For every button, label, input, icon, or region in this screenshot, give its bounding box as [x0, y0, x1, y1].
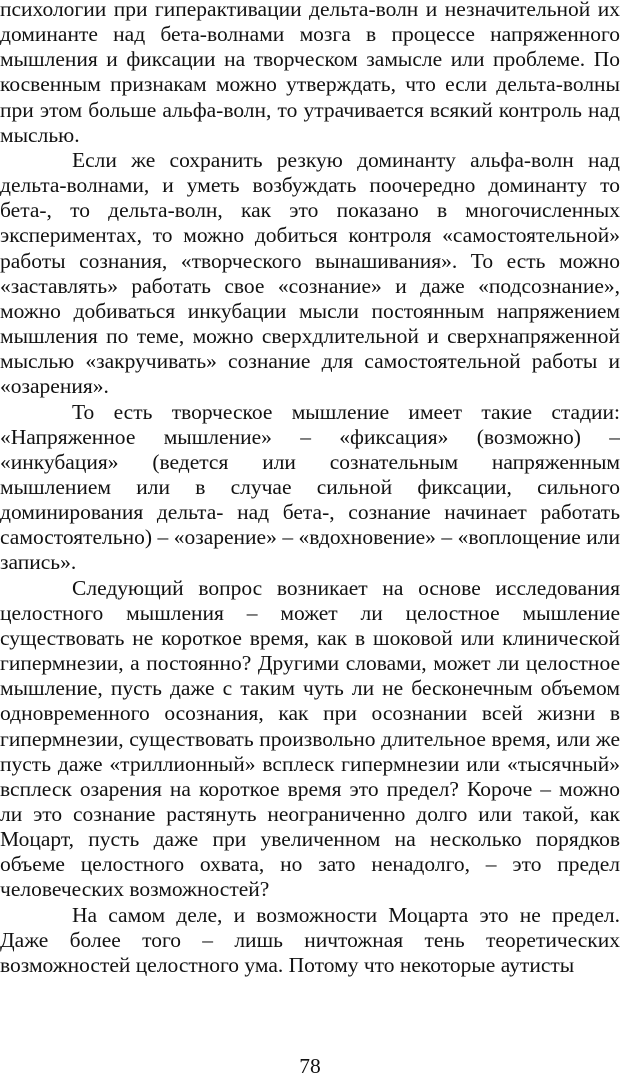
page-number: 78	[299, 1054, 321, 1078]
paragraph-5: На самом деле, и возможности Моцарта это не предел. Даже более того – лишь ничтожная тень теоретических возможностей целостного ума. Потому что некоторые аутисты	[0, 902, 620, 977]
paragraph-1: психологии при гиперактивации дельта-волн и незначительной их доминанте над бета-волнами мозга в процессе напряженного мышления и фиксации на творческом замысле или проблеме. По косвенным признакам можно утверждать, что если дельта-волны при этом больше альфа-волн, то утрачивается всякий контроль над мыслью.	[0, 0, 620, 147]
paragraph-2: Если же сохранить резкую доминанту альфа-волн над дельта-волнами, и уметь возбуждать поочередно доминанту то бета-, то дельта-волн, как это показано в многочисленных экспериментах, то можно добиться контроля «самостоятельной» работы сознания, «творческого вынашивания». То есть можно «заставлять» работать свое «сознание» и даже «подсознание», можно добиваться инкубации мысли постоянным напряжением мышления по теме, можно сверхдлительной и сверхнапряженной мыслью «закручивать» сознание для самостоятельной работы и «озарения».	[0, 147, 620, 399]
paragraph-3: То есть творческое мышление имеет такие стадии: «Напряженное мышление» – «фиксация» (возможно) – «инкубация» (ведется или сознательным напряженным мышлением или в случае сильной фиксации, сильного доминирования дельта- над бета-, сознание начинает работать самостоятельно) – «озарение» – «вдохновение» – «воплощение или запись».	[0, 399, 620, 575]
paragraph-4: Следующий вопрос возникает на основе исследования целостного мышления – может ли целостное мышление существовать не короткое время, как в шоковой или клинической гипермнезии, а постоянно? Другими словами, может ли целостное мышление, пусть даже с таким чуть ли не бесконечным объемом одновременного осознания, как при осознании всей жизни в гипермнезии, существовать произвольно длительное время, или же пусть даже «триллионный» всплеск гипермнезии или «тысячный» всплеск озарения на короткое время это предел? Короче – можно ли это сознание растянуть неограниченно долго или такой, как Моцарт, пусть даже при увеличенном на несколько порядков объеме целостного охвата, но зато ненадолго, – это предел человеческих возможностей?	[0, 575, 620, 902]
